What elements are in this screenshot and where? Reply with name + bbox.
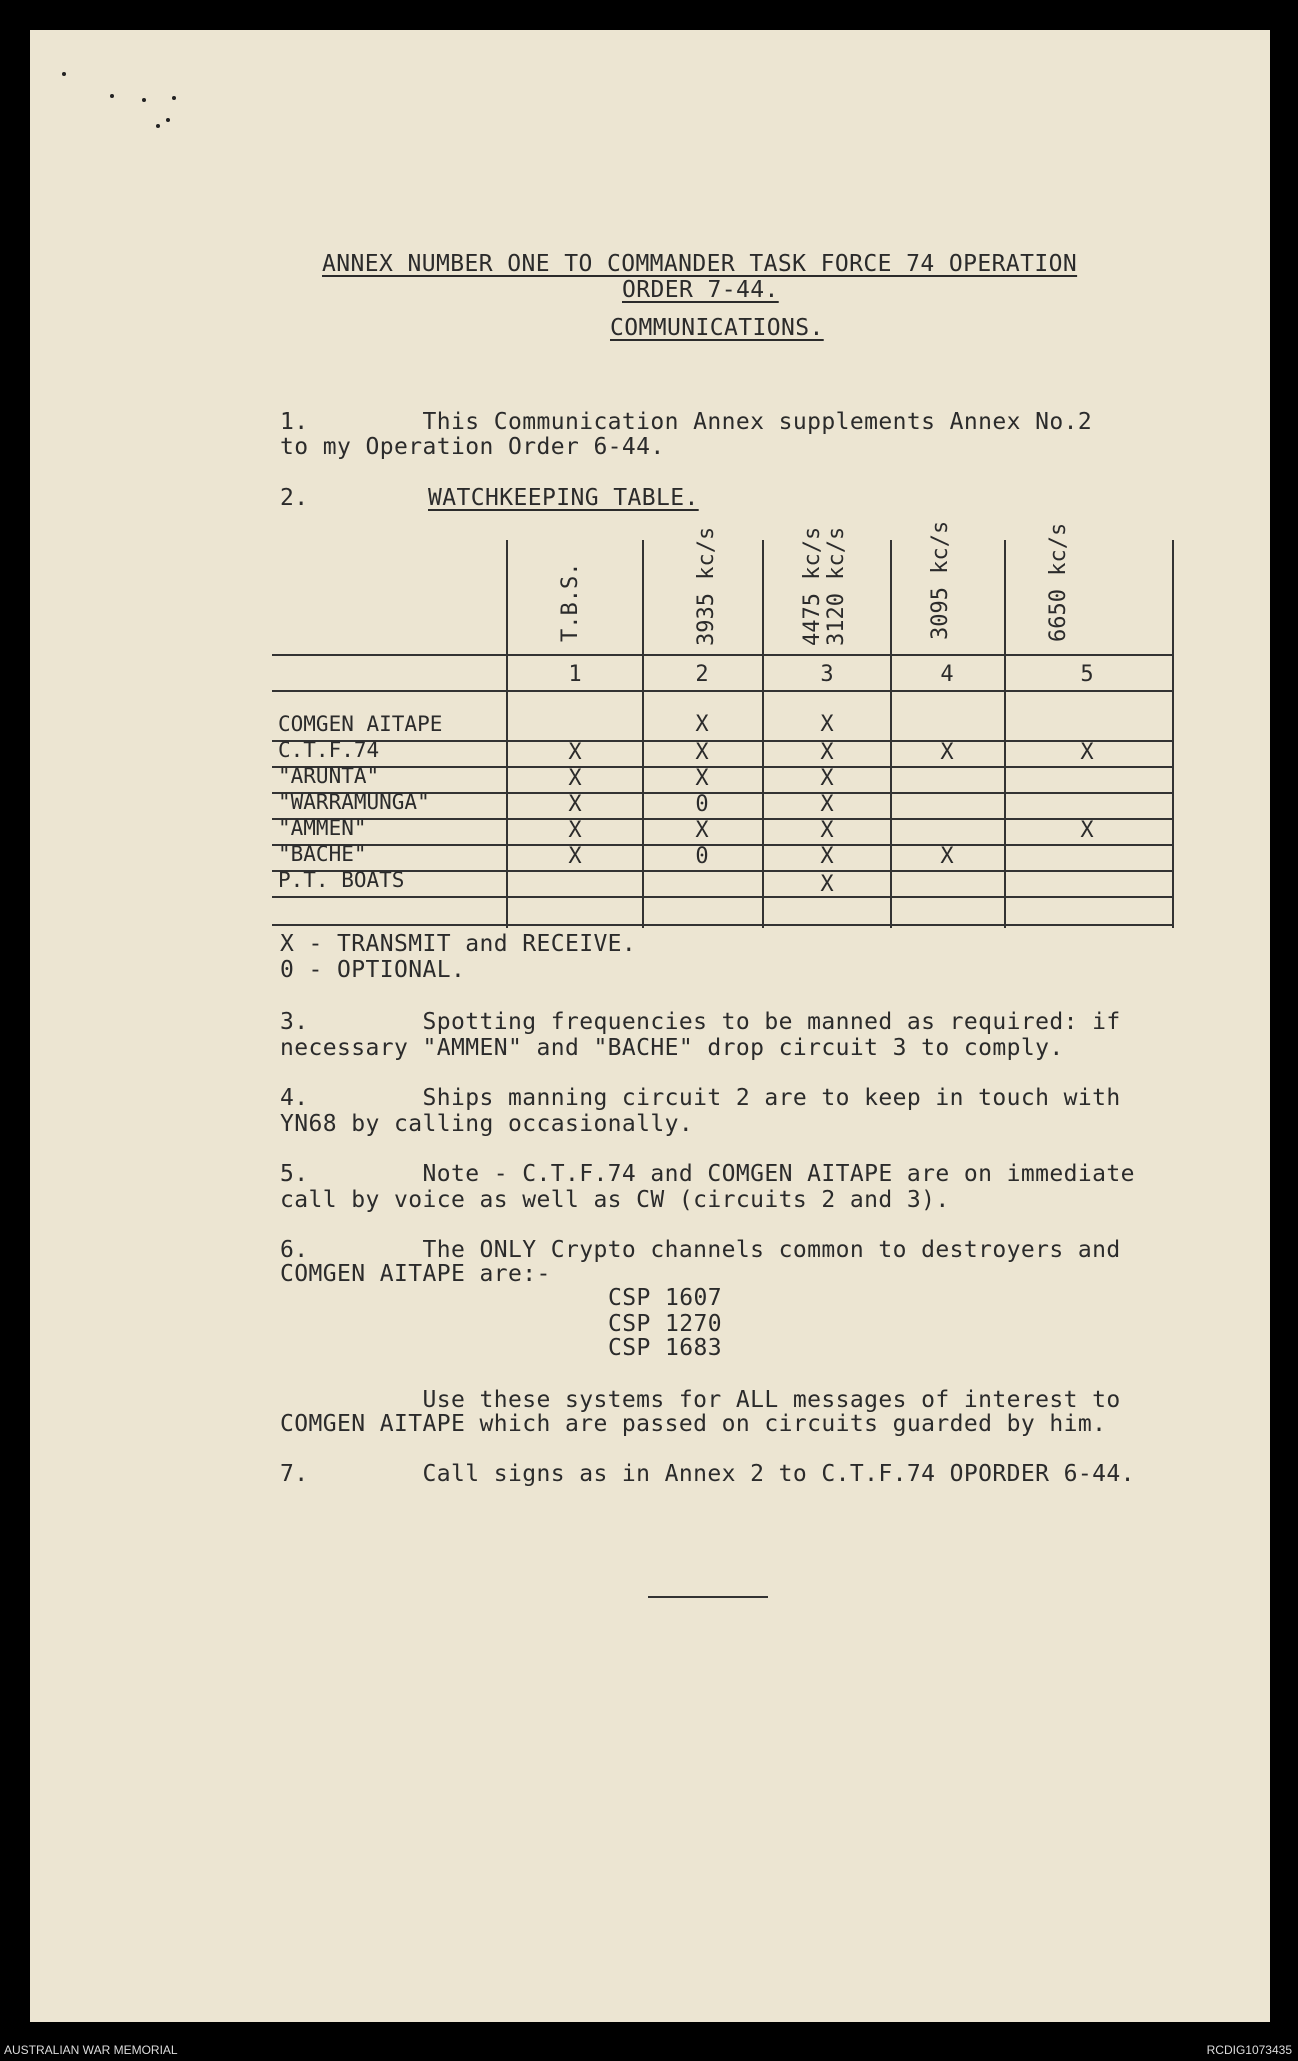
watchkeeping-heading: WATCHKEEPING TABLE. [428,485,699,511]
row-label-warramunga: "WARRAMUNGA" [278,790,430,814]
crypto-channel-2: CSP 1270 [608,1311,722,1337]
document-page [30,30,1270,2022]
row-label-comgen-aitape: COMGEN AITAPE [278,712,443,736]
table-cell: X [820,740,834,765]
paragraph-6b-line-1: Use these systems for ALL messages of interest to [280,1387,1121,1413]
table-cell: X [820,792,834,817]
table-cell: X [820,766,834,791]
paragraph-7: 7. Call signs as in Annex 2 to C.T.F.74 OPORDER 6-44. [280,1461,1135,1487]
column-3-number: 3 [820,662,834,687]
crypto-channel-3: CSP 1683 [608,1335,722,1361]
table-cell: X [695,712,709,737]
table-cell: X [568,792,582,817]
paragraph-1-line-1: 1. This Communication Annex supplements Annex No.2 [280,409,1093,435]
table-cell: X [695,818,709,843]
paragraph-2-number: 2. [280,485,309,511]
table-cell: 0 [695,844,709,869]
table-cell: X [820,872,834,897]
title-line-2: ORDER 7-44. [622,277,779,303]
paragraph-5-line-1: 5. Note - C.T.F.74 and COMGEN AITAPE are on immediate [280,1161,1135,1187]
table-cell: X [820,818,834,843]
table-cell: X [1080,818,1094,843]
table-cell: X [568,818,582,843]
table-cell: X [695,740,709,765]
title-line-1: ANNEX NUMBER ONE TO COMMANDER TASK FORCE 74 OPERATION [322,251,1078,277]
legend-transmit-receive: X - TRANSMIT and RECEIVE. [280,931,637,957]
crypto-channel-1: CSP 1607 [608,1285,722,1311]
footer-identifier: RCDIG1073435 [1206,2043,1292,2057]
table-cell: X [695,766,709,791]
column-4-number: 4 [940,662,954,687]
column-1-label: T.B.S. [558,562,583,642]
paragraph-6-line-2: COMGEN AITAPE are:- [280,1261,551,1287]
paragraph-3-line-1: 3. Spotting frequencies to be manned as required: if [280,1009,1121,1035]
table-cell: X [940,844,954,869]
column-5-label: 6650 kc/s [1046,522,1071,642]
column-3-label-a: 4475 kc/s [800,526,825,646]
paragraph-4-line-2: YN68 by calling occasionally. [280,1111,694,1137]
table-cell: X [568,844,582,869]
row-label-pt-boats: P.T. BOATS [278,868,405,892]
table-cell: X [820,712,834,737]
column-3-label-b: 3120 kc/s [824,526,849,646]
footer-source: AUSTRALIAN WAR MEMORIAL [4,2043,178,2057]
title-line-3: COMMUNICATIONS. [610,315,824,341]
closing-rule [648,1596,768,1598]
row-label-arunta: "ARUNTA" [278,764,380,788]
table-cell: X [568,766,582,791]
table-cell: X [568,740,582,765]
legend-optional: 0 - OPTIONAL. [280,957,466,983]
table-cell: X [820,844,834,869]
column-1-number: 1 [568,662,582,687]
paragraph-6-line-1: 6. The ONLY Crypto channels common to destroyers and [280,1237,1121,1263]
watchkeeping-table [30,30,1270,930]
table-cell: 0 [695,792,709,817]
paragraph-6b-line-2: COMGEN AITAPE which are passed on circuits guarded by him. [280,1411,1107,1437]
column-2-number: 2 [695,662,709,687]
paragraph-3-line-2: necessary "AMMEN" and "BACHE" drop circuit 3 to comply. [280,1035,1064,1061]
paragraph-1-line-2: to my Operation Order 6-44. [280,434,665,460]
row-label-ctf74: C.T.F.74 [278,738,380,762]
table-cell: X [940,740,954,765]
paragraph-5-line-2: call by voice as well as CW (circuits 2 and 3). [280,1187,950,1213]
table-cell: X [1080,740,1094,765]
row-label-bache: "BACHE" [278,842,367,866]
column-2-label: 3935 kc/s [694,526,719,646]
row-label-ammen: "AMMEN" [278,816,367,840]
paragraph-4-line-1: 4. Ships manning circuit 2 are to keep in touch with [280,1085,1121,1111]
column-5-number: 5 [1080,662,1094,687]
column-4-label: 3095 kc/s [928,520,953,640]
